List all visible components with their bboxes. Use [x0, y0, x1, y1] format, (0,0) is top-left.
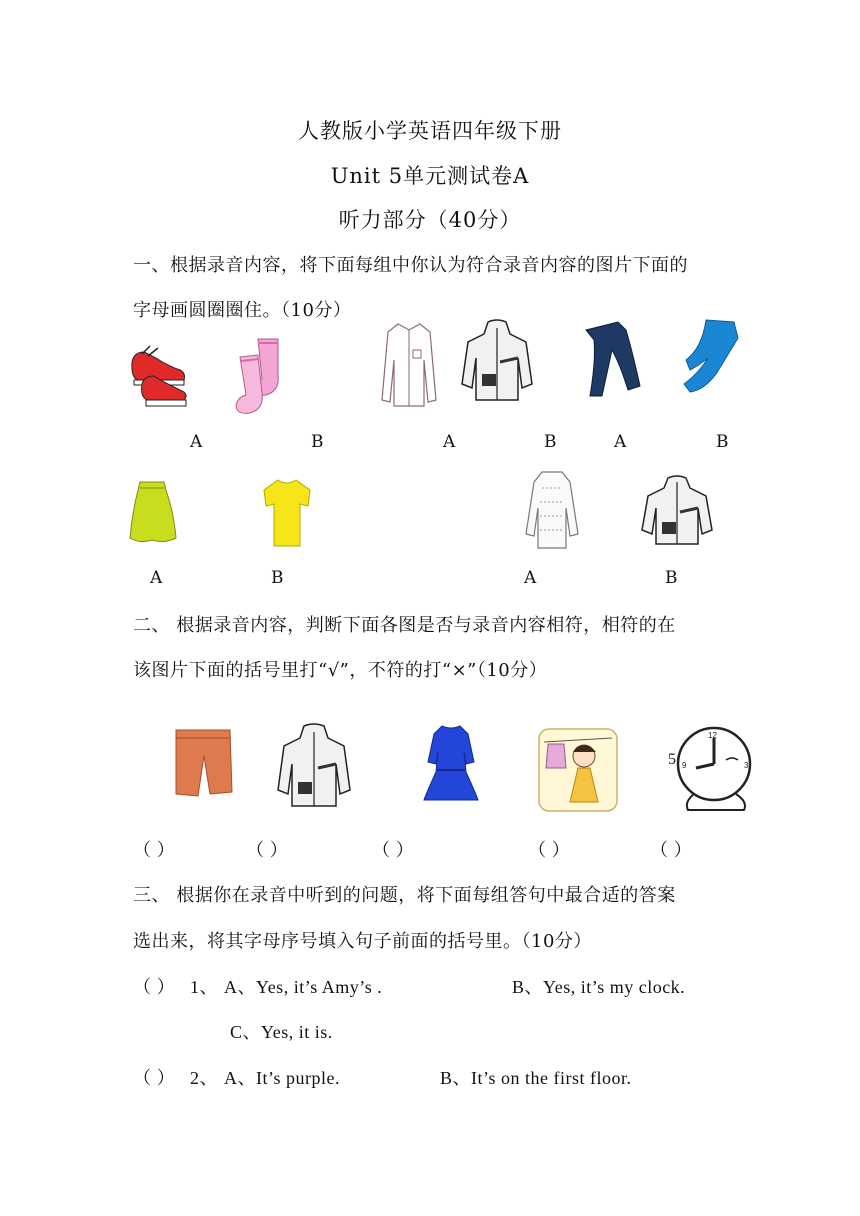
option-label: A	[614, 432, 627, 452]
answer-option-b: B、Yes, it’s my clock.	[512, 977, 686, 997]
answer-bracket[interactable]: （ ）	[246, 840, 288, 861]
svg-text:9: 9	[682, 761, 687, 770]
pants-image	[582, 320, 644, 400]
answer-option-a: A、Yes, it’s Amy’s .	[224, 977, 383, 997]
part2-heading-line2: 该图片下面的括号里打“√”，不符的打“×”（10分）	[133, 660, 548, 681]
question-number: 1、	[190, 977, 218, 997]
socks-image	[232, 335, 292, 417]
jacket-image	[460, 318, 534, 404]
answer-bracket[interactable]: （ ）	[650, 840, 692, 861]
jacket-image	[640, 474, 714, 548]
answer-bracket[interactable]: （ ）	[133, 977, 175, 998]
unit-subtitle: Unit 5单元测试卷A	[330, 164, 530, 188]
option-label: B	[271, 568, 284, 588]
svg-text:3: 3	[744, 761, 749, 770]
sneakers-image	[128, 340, 190, 412]
girl-with-clothes-image	[538, 728, 618, 812]
part3-heading-line1: 三、 根据你在录音中听到的问题，将下面每组答句中最合适的答案	[133, 885, 676, 906]
answer-option-a: A、It’s purple.	[224, 1068, 340, 1088]
answer-bracket[interactable]: （ ）	[133, 1068, 175, 1089]
dress-image	[422, 722, 480, 804]
option-label: A	[524, 568, 537, 588]
clock-image	[664, 722, 768, 814]
pants-image	[680, 318, 742, 396]
option-label: B	[665, 568, 678, 588]
shirt-image	[380, 320, 438, 410]
option-label: B	[311, 432, 324, 452]
sweater-image	[524, 468, 580, 552]
answer-bracket[interactable]: （ ）	[372, 840, 414, 861]
part1-heading-line1: 一、根据录音内容，将下面每组中你认为符合录音内容的图片下面的	[133, 255, 688, 276]
svg-text:5: 5	[668, 751, 676, 768]
option-label: B	[716, 432, 729, 452]
part3-heading-line2: 选出来，将其字母序号填入句子前面的括号里。（10分）	[133, 931, 592, 952]
shorts-image	[172, 726, 234, 798]
svg-text:12: 12	[708, 731, 717, 740]
option-label: B	[544, 432, 557, 452]
document-title: 人教版小学英语四年级下册	[298, 119, 562, 143]
section-title: 听力部分（40分）	[338, 208, 522, 232]
t-shirt-image	[262, 476, 312, 550]
option-label: A	[150, 568, 163, 588]
option-label: A	[443, 432, 456, 452]
part1-heading-line2: 字母画圆圈圈住。（10分）	[133, 300, 352, 321]
option-label: A	[190, 432, 203, 452]
skirt-image	[128, 478, 178, 544]
answer-bracket[interactable]: （ ）	[133, 840, 175, 861]
answer-option-c: C、Yes, it is.	[230, 1022, 333, 1042]
answer-option-b: B、It’s on the first floor.	[440, 1068, 632, 1088]
answer-bracket[interactable]: （ ）	[528, 840, 570, 861]
jacket-image	[276, 722, 352, 810]
part2-heading-line1: 二、 根据录音内容，判断下面各图是否与录音内容相符，相符的在	[133, 615, 676, 636]
question-number: 2、	[190, 1068, 218, 1088]
